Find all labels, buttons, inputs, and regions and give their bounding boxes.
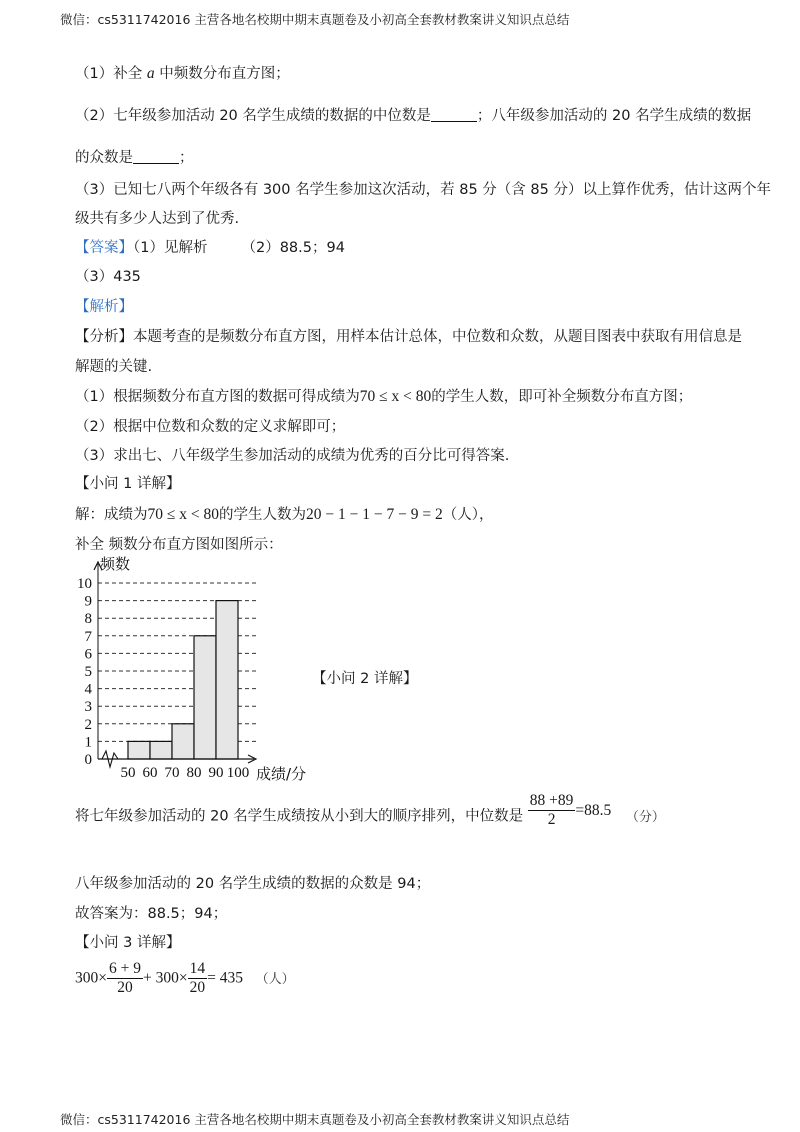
histogram-bar [172,724,194,759]
y-tick-label: 1 [84,734,92,751]
y-tick-label: 3 [84,699,92,716]
question-3-line-1: （3）已知七八两个年级各有 300 名学生参加这次活动，若 85 分（含 85 分）以上算作优秀，估计这两个年 [75,182,771,198]
fraction-2: $\frac{14}{20}$ [189,960,206,996]
y-tick-label: 8 [84,611,92,628]
detail-1-label: 【小问 1 详解】 [75,476,181,492]
question-1: （1）补全 a 中频数分布直方图； [75,65,290,82]
x-tick-label: 70 [164,765,180,781]
x-tick-label: 60 [142,765,158,781]
y-tick-label: 7 [84,628,92,645]
detail-3-label: 【小问 3 详解】 [75,935,181,951]
y-tick-label: 4 [84,681,92,698]
answer-blank [431,107,477,122]
y-axis-label: 频数 [100,555,131,573]
analysis-step-1: （1）根据频数分布直方图的数据可得成绩为70 ≤ x < 80的学生人数，即可补全频数分布直方图； [75,388,693,405]
x-axis-label: 成绩/分 [256,765,307,783]
detail-2-mode: 八年级参加活动的 20 名学生成绩的数据的众数是 94； [75,876,431,892]
x-tick-label: 100 [226,765,250,781]
fraction-1: $\frac{6 + 9}{20}$ [109,960,141,996]
analysis-summary-1: 【分析】本题考查的是频数分布直方图，用样本估计总体，中位数和众数，从题目图表中获取有用信息是 [75,329,742,345]
answer-line-3: （3）435 [75,269,141,285]
analysis-label: 【解析】 [75,299,133,315]
detail-1-figure-caption: 补全 频数分布直方图如图所示： [75,537,283,553]
histogram-bar [150,741,172,759]
page-footer: 微信：cs5311742016 主营各地名校期中期末真题卷及小初高全套教材教案讲义知识点总结 [60,1112,570,1127]
histogram-bar [128,741,150,759]
analysis-step-3: （3）求出七、八年级学生参加活动的成绩为优秀的百分比可得答案. [75,448,510,464]
answer-blank [133,149,179,164]
detail-2-label: 【小问 2 详解】 [312,671,418,687]
y-tick-label: 9 [84,593,92,610]
frequency-histogram [60,552,330,784]
y-tick-label: 6 [84,646,92,663]
question-2-line-1: （2）七年级参加活动 20 名学生成绩的数据的中位数是 ；八年级参加活动的 20 名学生成绩的数据 [75,108,752,124]
y-tick-label: 10 [77,576,92,592]
x-tick-label: 90 [208,765,224,781]
detail-2-median: 将七年级参加活动的 20 名学生成绩按从小到大的顺序排列，中位数是 $\frac{88 +89}{2}$ =88.5 （分） [75,792,665,828]
answer-label: 【答案】 [75,240,133,256]
page-header: 微信：cs5311742016 主营各地名校期中期末真题卷及小初高全套教材教案讲义知识点总结 [60,12,570,27]
detail-3-formula: 300× $\frac{6 + 9}{20}$ + 300× $\frac{14}{20}$ = 435 （人） [75,960,295,996]
y-tick-label: 2 [84,716,92,733]
question-3-line-2: 级共有多少人达到了优秀. [75,211,240,227]
y-tick-label: 0 [84,752,92,768]
median-fraction: $\frac{88 +89}{2}$ [529,792,574,828]
detail-2-conclusion: 故答案为：88.5；94； [75,906,228,922]
histogram-bar [216,601,238,759]
histogram-bar [194,636,216,759]
x-tick-label: 80 [186,765,202,781]
x-tick-label: 50 [120,765,136,781]
y-tick-label: 5 [84,664,92,680]
detail-1-solution: 解：成绩为70 ≤ x < 80的学生人数为20 − 1 − 1 − 7 − 9 = 2（人）， [75,506,494,523]
answer-line: 【答案】（1）见解析 （2）88.5；94 [75,240,345,256]
question-2-line-2: 的众数是 ； [75,150,194,166]
analysis-step-2: （2）根据中位数和众数的定义求解即可； [75,419,346,435]
analysis-summary-2: 解题的关键. [75,359,153,375]
